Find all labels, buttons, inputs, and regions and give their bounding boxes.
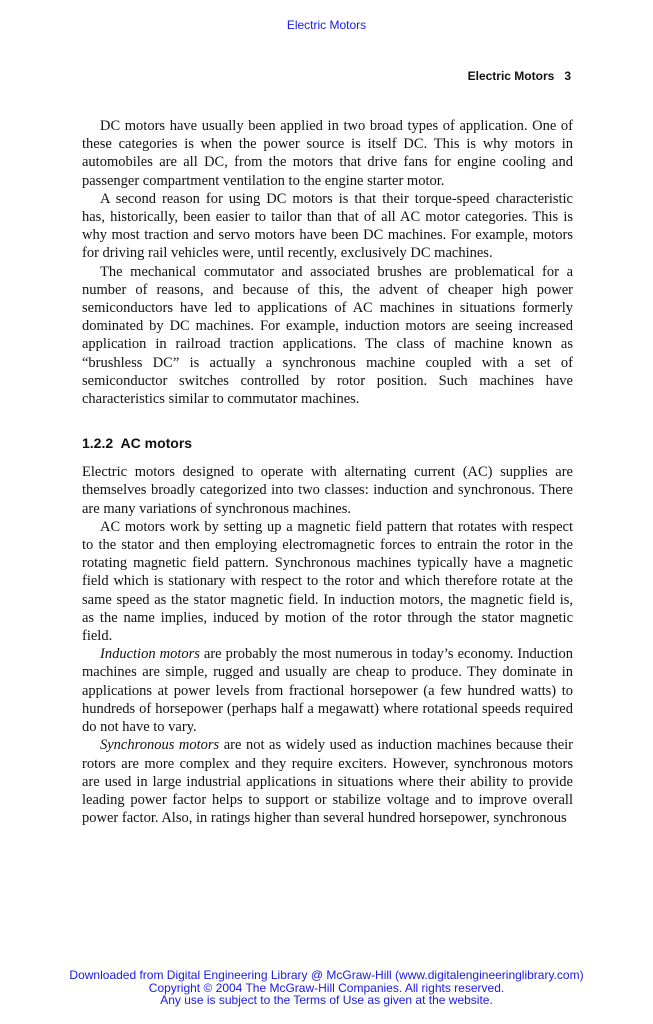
page-number: 3	[564, 69, 571, 83]
footer-notice	[0, 969, 653, 1007]
paragraph-synchronous-motors	[82, 736, 573, 827]
top-title-link[interactable]: Electric Motors	[286, 18, 367, 32]
paragraph-commutator: The mechanical commutator and associated brushes are problematical for a number of reasons, and because of this, the advent of cheaper high power semiconductors have led to applications of AC machines in situations formerly dominated by DC machines. For example, induction motors are seeing increased application in railroad traction applications. The class of machine known as “brushless DC” is actually a synchronous machine coupled with a set of semiconductor switches controlled by rotor position. Such machines have characteristics similar to commutator machines.	[82, 263, 573, 408]
paragraph-torque-speed: A second reason for using DC motors is that their torque-speed characteristic has, historically, been easier to tailor than that of all AC motor categories. This is why most traction and servo motors have been DC machines. For example, motors for driving rail vehicles were, until recently, exclusively DC machines.	[82, 190, 573, 262]
paragraph-dc-applications: DC motors have usually been applied in two broad types of application. One of these categories is when the power source is itself DC. This is why motors in automobiles are all DC, from the motors that drive fans for engine cooling and passenger compartment ventilation to the engine starter motor.	[82, 118, 573, 189]
footer-terms-link[interactable]: Any use is subject to the Terms of Use as given at the website.	[160, 993, 493, 1007]
synchronous-motors-text: are not as widely used as induction machines because their rotors are more complex and they require exciters. However, synchronous motors are used in large industrial applications in situations where their ability to provide leading power factor helps to support or stabilize voltage and to improve overall power factor. Also, in ratings higher than several hundred horsepower, synchronous	[82, 737, 574, 827]
paragraph-ac-intro: Electric motors designed to operate with alternating current (AC) supplies are themselves broadly categorized into two classes: induction and synchronous. There are many variations of synchronous machines.	[82, 464, 573, 517]
paragraph-induction-motors	[82, 645, 573, 736]
paragraph-ac-operation: AC motors work by setting up a magnetic field pattern that rotates with respect to the stator and then employing electromagnetic forces to entrain the rotor in the rotating magnetic field pattern. Synchronous machines typically have a magnetic field which is stationary with respect to the rotor and which therefore rotate at the same speed as the stator magnetic field. In induction motors, the magnetic field is, as the name implies, induced by motion of the rotor through the stator magnetic field.	[82, 518, 573, 645]
induction-motors-text: are probably the most numerous in today’s economy. Induction machines are simple, rugged and usually are cheap to produce. They dominate in applications at power levels from fractional horsepower (a few hundred watts) to hundreds of horsepower (perhaps half a megawatt) where rotational speeds required do not have to vary.	[82, 646, 574, 736]
footer-download-link[interactable]: Downloaded from Digital Engineering Library @ McGraw-Hill (www.digitalengineeringlibrary.com)	[69, 968, 584, 982]
section-title: AC motors	[120, 435, 193, 452]
term-synchronous-motors: Synchronous motors	[100, 737, 220, 754]
term-induction-motors: Induction motors	[100, 646, 200, 663]
section-number: 1.2.2	[82, 435, 114, 452]
footer-copyright: Copyright © 2004 The McGraw-Hill Companies. All rights reserved.	[148, 980, 505, 995]
running-head-title: Electric Motors	[467, 69, 555, 83]
page-body	[82, 117, 573, 827]
running-head	[468, 69, 571, 83]
section-heading	[82, 434, 573, 452]
